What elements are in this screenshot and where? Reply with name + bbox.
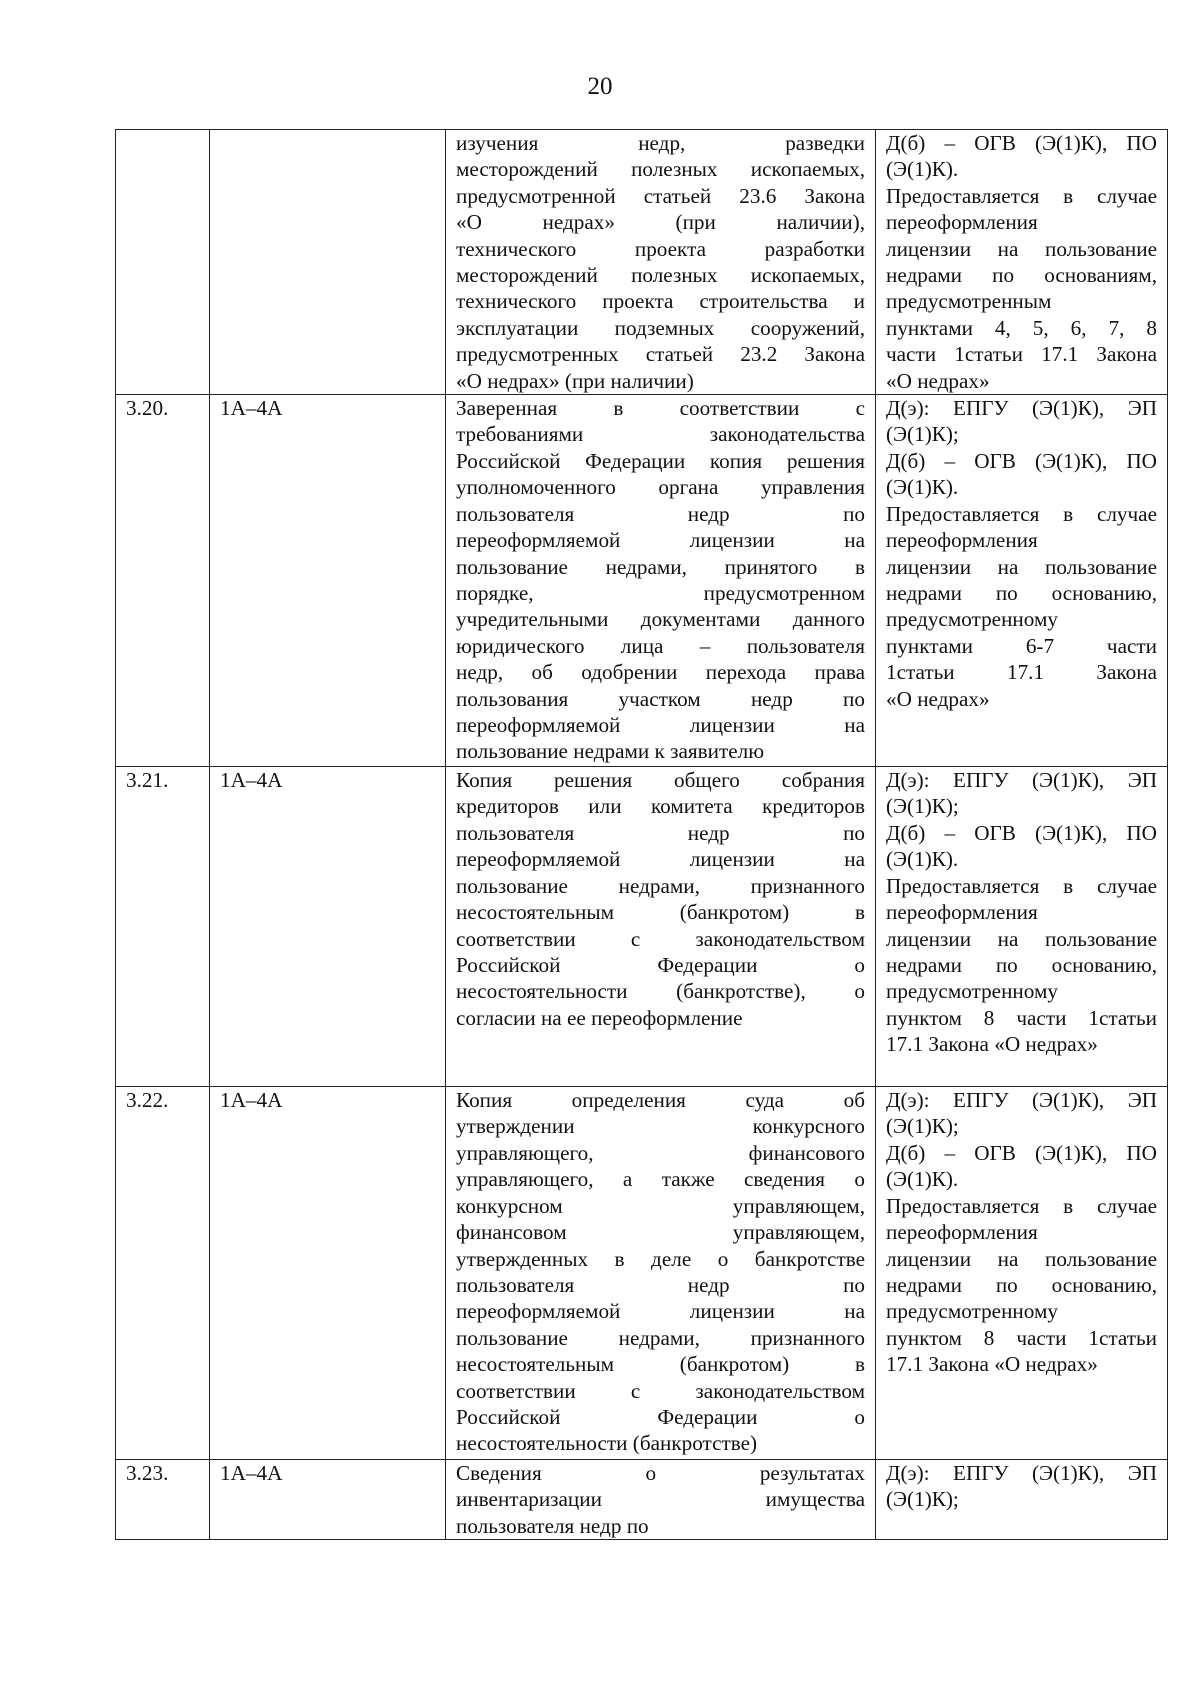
cell-line: Д(э): ЕПГУ (Э(1)К), ЭП xyxy=(886,396,1157,421)
cell-line: финансовом управляющем, xyxy=(456,1220,865,1245)
cell-line: переоформления xyxy=(886,900,1038,925)
cell-line: переоформления xyxy=(886,528,1038,553)
requirements-table xyxy=(115,129,1168,1540)
cell-line: переоформляемой лицензии на xyxy=(456,712,865,737)
row-number: 3.23. xyxy=(116,1460,210,1540)
row-group xyxy=(210,130,446,395)
cell-line: (Э(1)К); xyxy=(886,794,959,819)
cell-line: Д(б) – ОГВ (Э(1)К), ПО xyxy=(886,448,1157,473)
table-row xyxy=(116,1460,1168,1540)
cell-line: 1статьи 17.1 Закона xyxy=(886,660,1157,685)
cell-line: (Э(1)К); xyxy=(886,1487,959,1512)
cell-line: недрами по основанию, xyxy=(886,952,1157,977)
cell-line: пунктом 8 части 1статьи xyxy=(886,1325,1157,1350)
row-note xyxy=(876,395,1168,767)
cell-line: предусмотренной статьей 23.6 Закона xyxy=(456,183,865,208)
cell-line: недрами по основанию, xyxy=(886,1272,1157,1297)
cell-line: переоформляемой лицензии на xyxy=(456,847,865,872)
row-number: 3.20. xyxy=(116,395,210,767)
cell-line: пользование недрами, признанного xyxy=(456,1325,865,1350)
cell-line: пользование недрами к заявителю xyxy=(456,739,765,764)
cell-line: предусмотренному xyxy=(886,1299,1058,1324)
cell-line: Российской Федерации о xyxy=(456,952,865,977)
row-document xyxy=(446,767,876,1087)
row-note xyxy=(876,767,1168,1087)
row-note xyxy=(876,130,1168,395)
cell-line: пользователя недр по xyxy=(456,1272,865,1297)
cell-line: (Э(1)К). xyxy=(886,847,959,872)
cell-line: технического проекта строительства и xyxy=(456,289,865,314)
cell-line: Предоставляется в случае xyxy=(886,183,1157,208)
cell-line: пунктами 6-7 части xyxy=(886,633,1157,658)
cell-line: (Э(1)К). xyxy=(886,1167,959,1192)
cell-line: 17.1 Закона «О недрах» xyxy=(886,1352,1098,1377)
cell-line: согласии на ее переоформление xyxy=(456,1005,743,1030)
cell-line: несостоятельным (банкротом) в xyxy=(456,1352,865,1377)
cell-line: предусмотренному xyxy=(886,607,1058,632)
row-number: 3.21. xyxy=(116,767,210,1087)
cell-line: «О недрах» xyxy=(886,368,990,393)
cell-line: (Э(1)К). xyxy=(886,475,959,500)
row-group: 1А–4А xyxy=(210,395,446,767)
cell-line: «О недрах» (при наличии) xyxy=(456,368,694,393)
cell-line: Предоставляется в случае xyxy=(886,501,1157,526)
row-number xyxy=(116,130,210,395)
cell-line: Копия решения общего собрания xyxy=(456,768,865,793)
cell-line: переоформления xyxy=(886,210,1038,235)
cell-line: пользование недрами, принятого в xyxy=(456,554,865,579)
cell-line: Заверенная в соответствии с xyxy=(456,396,865,421)
cell-line: месторождений полезных ископаемых, xyxy=(456,157,865,182)
cell-line: лицензии на пользование xyxy=(886,236,1157,261)
table-row xyxy=(116,130,1168,395)
cell-line: пунктами 4, 5, 6, 7, 8 xyxy=(886,315,1157,340)
cell-line: учредительными документами данного xyxy=(456,607,865,632)
row-number: 3.22. xyxy=(116,1087,210,1460)
cell-line: «О недрах» xyxy=(886,686,990,711)
cell-line: (Э(1)К). xyxy=(886,157,959,182)
cell-line: лицензии на пользование xyxy=(886,1246,1157,1271)
table-row xyxy=(116,767,1168,1087)
cell-line: недрами по основаниям, xyxy=(886,263,1157,288)
table-body xyxy=(116,130,1168,1540)
cell-line: «О недрах» (при наличии), xyxy=(456,210,865,235)
row-document xyxy=(446,395,876,767)
cell-line: требованиями законодательства xyxy=(456,422,865,447)
cell-line: технического проекта разработки xyxy=(456,236,865,261)
row-note xyxy=(876,1460,1168,1540)
cell-line: лицензии на пользование xyxy=(886,554,1157,579)
cell-line: Российской Федерации копия решения xyxy=(456,448,865,473)
cell-line: уполномоченного органа управления xyxy=(456,475,865,500)
row-note xyxy=(876,1087,1168,1460)
cell-line: Д(б) – ОГВ (Э(1)К), ПО xyxy=(886,131,1157,155)
row-group: 1А–4А xyxy=(210,1087,446,1460)
cell-line: Сведения о результатах xyxy=(456,1461,865,1486)
cell-line: пунктом 8 части 1статьи xyxy=(886,1005,1157,1030)
cell-line: утверждении конкурсного xyxy=(456,1114,865,1139)
cell-line: несостоятельности (банкротстве), о xyxy=(456,979,865,1004)
cell-line: Д(б) – ОГВ (Э(1)К), ПО xyxy=(886,1140,1157,1165)
cell-line: кредиторов или комитета кредиторов xyxy=(456,794,865,819)
cell-line: предусмотренным xyxy=(886,289,1052,314)
cell-line: изучения недр, разведки xyxy=(456,131,865,155)
cell-line: управляющего, а также сведения о xyxy=(456,1167,865,1192)
cell-line: месторождений полезных ископаемых, xyxy=(456,263,865,288)
cell-line: Д(э): ЕПГУ (Э(1)К), ЭП xyxy=(886,768,1157,793)
cell-line: предусмотренных статьей 23.2 Закона xyxy=(456,342,865,367)
table-row xyxy=(116,395,1168,767)
cell-line: Д(э): ЕПГУ (Э(1)К), ЭП xyxy=(886,1461,1157,1486)
cell-line: управляющего, финансового xyxy=(456,1140,865,1165)
cell-line: Предоставляется в случае xyxy=(886,873,1157,898)
cell-line: соответствии с законодательством xyxy=(456,1378,865,1403)
table-row xyxy=(116,1087,1168,1460)
cell-line: части 1статьи 17.1 Закона xyxy=(886,342,1157,367)
cell-line: Российской Федерации о xyxy=(456,1404,865,1429)
cell-line: предусмотренному xyxy=(886,979,1058,1004)
row-document xyxy=(446,130,876,395)
row-document xyxy=(446,1087,876,1460)
cell-line: лицензии на пользование xyxy=(886,926,1157,951)
cell-line: Д(э): ЕПГУ (Э(1)К), ЭП xyxy=(886,1088,1157,1113)
page-number: 20 xyxy=(587,73,613,100)
cell-line: утвержденных в деле о банкротстве xyxy=(456,1246,865,1271)
cell-line: 17.1 Закона «О недрах» xyxy=(886,1032,1098,1057)
cell-line: пользование недрами, признанного xyxy=(456,873,865,898)
cell-line: недрами по основанию, xyxy=(886,580,1157,605)
cell-line: Предоставляется в случае xyxy=(886,1193,1157,1218)
cell-line: порядке, предусмотренном xyxy=(456,580,865,605)
cell-line: (Э(1)К); xyxy=(886,1114,959,1139)
cell-line: Д(б) – ОГВ (Э(1)К), ПО xyxy=(886,820,1157,845)
cell-line: юридического лица – пользователя xyxy=(456,633,865,658)
row-group: 1А–4А xyxy=(210,767,446,1087)
cell-line: переоформляемой лицензии на xyxy=(456,528,865,553)
cell-line: пользователя недр по xyxy=(456,820,865,845)
cell-line: Копия определения суда об xyxy=(456,1088,865,1113)
cell-line: несостоятельности (банкротстве) xyxy=(456,1431,758,1456)
cell-line: (Э(1)К); xyxy=(886,422,959,447)
cell-line: пользователя недр по xyxy=(456,1513,649,1538)
row-group: 1А–4А xyxy=(210,1460,446,1540)
cell-line: переоформляемой лицензии на xyxy=(456,1299,865,1324)
cell-line: конкурсном управляющем, xyxy=(456,1193,865,1218)
cell-line: инвентаризации имущества xyxy=(456,1487,865,1512)
cell-line: переоформления xyxy=(886,1220,1038,1245)
cell-line: пользователя недр по xyxy=(456,501,865,526)
cell-line: эксплуатации подземных сооружений, xyxy=(456,315,865,340)
cell-line: соответствии с законодательством xyxy=(456,926,865,951)
cell-line: несостоятельным (банкротом) в xyxy=(456,900,865,925)
row-document xyxy=(446,1460,876,1540)
cell-line: недр, об одобрении перехода права xyxy=(456,660,865,685)
cell-line: пользования участком недр по xyxy=(456,686,865,711)
